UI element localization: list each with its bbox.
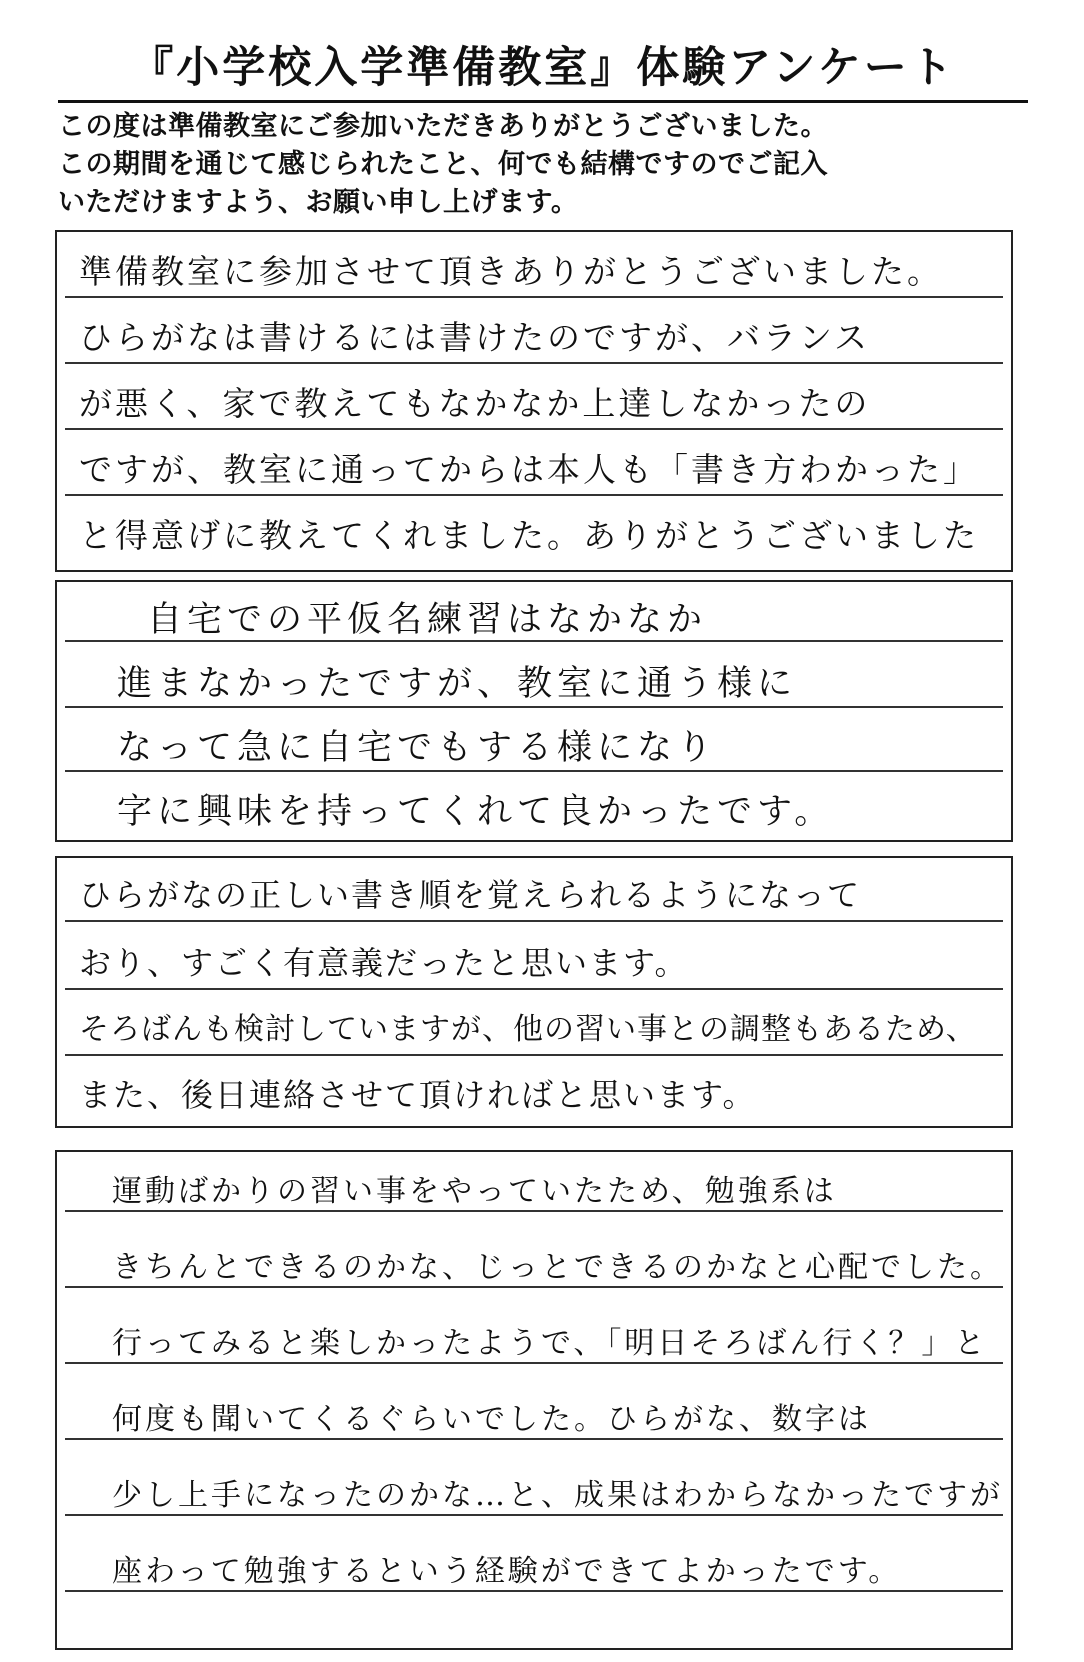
- writing-line: [65, 296, 1003, 298]
- handwritten-line: そろばんも検討していますが、他の習い事との調整もあるため、: [79, 1012, 977, 1047]
- handwritten-line: 自宅での平仮名練習はなかなか: [147, 600, 708, 640]
- handwritten-line: 準備教室に参加させて頂きありがとうございました。: [79, 252, 943, 291]
- handwritten-line: が悪く、家で教えてもなかなか上達しなかったの: [79, 384, 871, 423]
- handwritten-line: ですが、教室に通ってからは本人も「書き方わかった」: [79, 450, 979, 489]
- writing-line: [65, 1054, 1003, 1056]
- response-box-2: [55, 580, 1013, 842]
- writing-line: [65, 428, 1003, 430]
- writing-line: [65, 1210, 1003, 1212]
- intro-line: この度は準備教室にご参加いただきありがとうございました。: [58, 111, 828, 142]
- writing-line: [65, 920, 1003, 922]
- handwritten-line: 運動ばかりの習い事をやっていたため、勉強系は: [112, 1174, 837, 1209]
- writing-line: [65, 706, 1003, 708]
- intro-line: この期間を通じて感じられたこと、何でも結構ですのでご記入: [58, 149, 828, 180]
- handwritten-line: ひらがなは書けるには書けたのですが、バランス: [79, 318, 871, 357]
- writing-line: [65, 988, 1003, 990]
- response-box-3: [55, 856, 1013, 1128]
- response-box-1: [55, 230, 1013, 572]
- handwritten-line: 進まなかったですが、教室に通う様に: [117, 664, 798, 704]
- writing-line: [65, 1590, 1003, 1592]
- intro-text: [58, 108, 1033, 222]
- handwritten-line: おり、すごく有意義だったと思います。: [79, 944, 689, 982]
- handwritten-line: また、後日連絡させて頂ければと思います。: [79, 1076, 757, 1114]
- handwritten-line: 何度も聞いてくるぐらいでした。ひらがな、数字は: [112, 1402, 871, 1437]
- handwritten-line: 字に興味を持ってくれて良かったです。: [117, 792, 835, 832]
- intro-line: いただけますよう、お願い申し上げます。: [58, 187, 579, 218]
- writing-line: [65, 494, 1003, 496]
- page-title: 『小学校入学準備教室』体験アンケート: [58, 42, 1028, 103]
- handwritten-line: と得意げに教えてくれました。ありがとうございました: [79, 516, 979, 555]
- handwritten-line: なって急に自宅でもする様になり: [117, 728, 718, 768]
- writing-line: [65, 1438, 1003, 1440]
- writing-line: [65, 770, 1003, 772]
- handwritten-line: 行ってみると楽しかったようで、「明日そろばん行く？」と: [112, 1326, 988, 1361]
- handwritten-line: 座わって勉強するという経験ができてよかったです。: [112, 1554, 902, 1589]
- response-box-4: [55, 1150, 1013, 1650]
- handwritten-line: ひらがなの正しい書き順を覚えられるようになって: [79, 876, 862, 914]
- writing-line: [65, 1514, 1003, 1516]
- handwritten-line: きちんとできるのかな、じっとできるのかなと心配でした。: [112, 1250, 1003, 1285]
- handwritten-line: 少し上手になったのかな…と、成果はわからなかったですが: [112, 1478, 1003, 1513]
- writing-line: [65, 1286, 1003, 1288]
- writing-line: [65, 362, 1003, 364]
- writing-line: [65, 1362, 1003, 1364]
